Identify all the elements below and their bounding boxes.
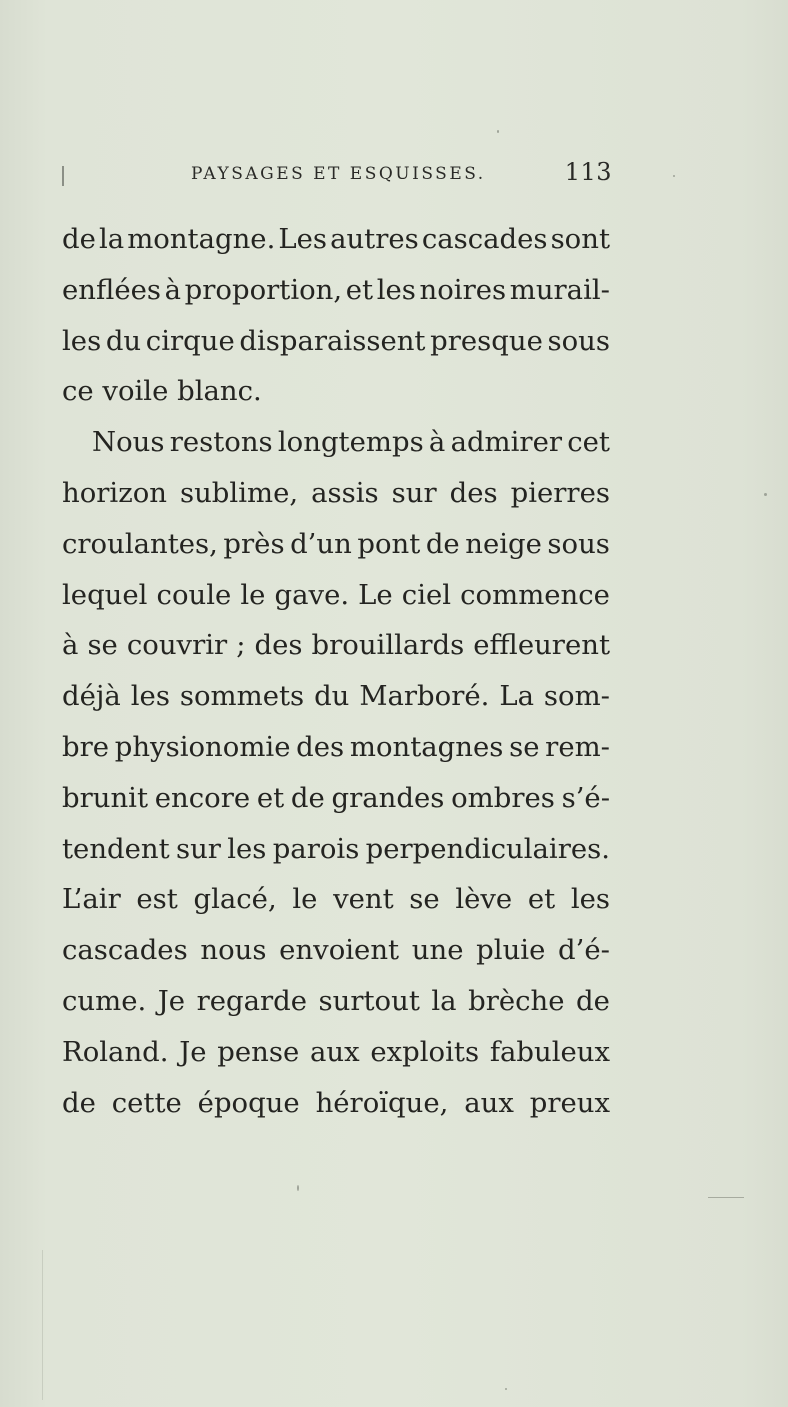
paper-speck: [505, 1388, 507, 1390]
paragraph-first-line: Nous restons longtemps à admirer cet: [92, 426, 610, 459]
text-line: bre physionomie des montagnes se rem-: [62, 730, 610, 763]
paper-speck: [497, 130, 499, 133]
text-line: horizon sublime, assis sur des pierres: [62, 476, 610, 509]
edge-mark: [708, 1197, 744, 1198]
text-line: lequel coule le gave. Le ciel commence: [62, 578, 610, 611]
margin-shadow: [42, 1250, 43, 1400]
text-line: brunit encore et de grandes ombres s’é-: [62, 781, 610, 814]
margin-tick: [62, 166, 64, 186]
running-title: PAYSAGES ET ESQUISSES.: [191, 164, 486, 184]
paper-speck: [297, 1185, 299, 1191]
text-line: de cette époque héroïque, aux preux: [62, 1086, 610, 1119]
text-line: tendent sur les parois perpendiculaires.: [62, 832, 610, 865]
text-line: les du cirque disparaissent presque sous: [62, 324, 610, 357]
running-head: [56, 158, 612, 192]
text-line: enflées à proportion, et les noires murail-: [62, 273, 610, 306]
page-number: 113: [564, 158, 612, 186]
paper-speck: [764, 493, 767, 496]
paper-speck: [673, 175, 675, 177]
text-line: Roland. Je pense aux exploits fabuleux: [62, 1035, 610, 1068]
text-line: déjà les sommets du Marboré. La som-: [62, 680, 610, 713]
text-line: croulantes, près d’un pont de neige sous: [62, 527, 610, 560]
text-line: à se couvrir ; des brouillards effleurent: [62, 629, 610, 662]
text-line: cascades nous envoient une pluie d’é-: [62, 934, 610, 967]
text-line: ce voile blanc.: [62, 375, 262, 408]
text-line: de la montagne. Les autres cascades sont: [62, 223, 610, 255]
text-line: L’air est glacé, le vent se lève et les: [62, 883, 610, 916]
body-text: [62, 214, 610, 1128]
text-line: cume. Je regarde surtout la brèche de: [62, 984, 610, 1017]
